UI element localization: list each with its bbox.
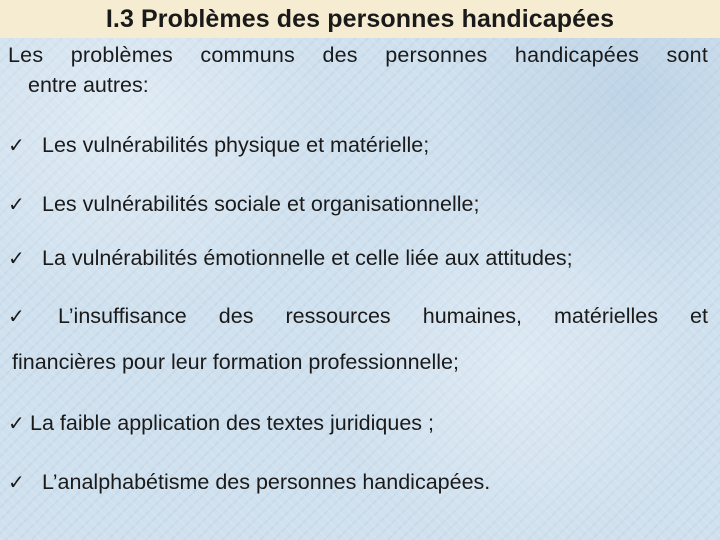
checkmark-icon: ✓ bbox=[8, 133, 25, 157]
checkmark-icon: ✓ bbox=[8, 470, 25, 494]
intro-text bbox=[8, 40, 708, 100]
bullet-text: La vulnérabilités émotionnelle et celle liée aux attitudes; bbox=[42, 246, 573, 270]
checkmark-icon: ✓ bbox=[8, 304, 25, 328]
bullet-item-textes-juridiques bbox=[8, 411, 708, 436]
bullet-text-line-1: L’insuffisance des ressources humaines, matérielles et bbox=[58, 304, 708, 328]
bullet-item-emotionnelle bbox=[8, 246, 708, 271]
bullet-text: Les vulnérabilités physique et matérielle; bbox=[42, 133, 430, 157]
bullet-item-physique bbox=[8, 133, 708, 158]
intro-line-2: entre autres: bbox=[28, 73, 149, 97]
bullet-text-line-2: financières pour leur formation professionnelle; bbox=[12, 350, 459, 374]
checkmark-icon: ✓ bbox=[8, 192, 25, 216]
bullet-text: Les vulnérabilités sociale et organisationnelle; bbox=[42, 192, 480, 216]
bullet-text: La faible application des textes juridiques ; bbox=[30, 411, 434, 435]
bullet-item-analphabetisme bbox=[8, 470, 708, 495]
bullet-item-sociale bbox=[8, 192, 708, 217]
checkmark-icon: ✓ bbox=[8, 246, 25, 270]
slide-title: I.3 Problèmes des personnes handicapées bbox=[105, 5, 615, 33]
title-bar bbox=[0, 0, 720, 38]
checkmark-icon: ✓ bbox=[8, 411, 25, 435]
bullet-item-ressources bbox=[8, 304, 708, 329]
bullet-text: L’analphabétisme des personnes handicapées. bbox=[42, 470, 491, 494]
intro-line-1: Les problèmes communs des personnes handicapées sont bbox=[8, 43, 708, 67]
